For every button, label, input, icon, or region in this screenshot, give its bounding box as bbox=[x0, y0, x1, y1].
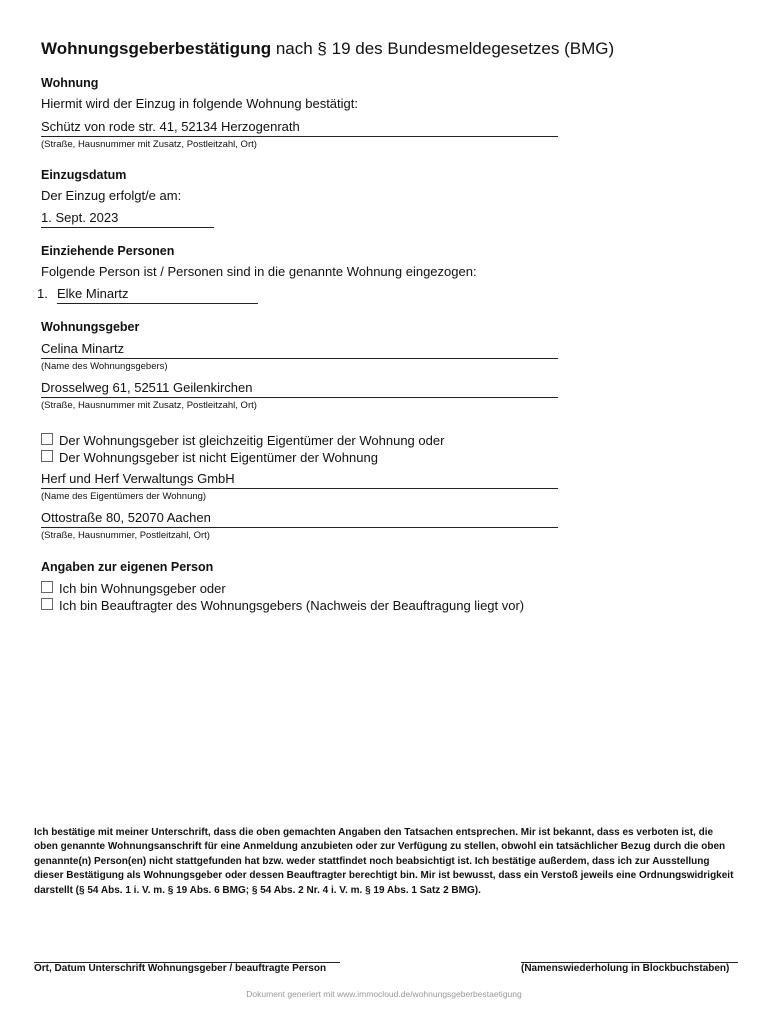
section-heading-personen: Einziehende Personen bbox=[41, 244, 175, 258]
person-name-field[interactable]: Elke Minartz bbox=[57, 285, 258, 304]
legal-declaration: Ich bestätige mit meiner Unterschrift, dass die oben gemachten Angaben den Tatsachen entsprechen. Mir ist bekannt, dass es verboten ist, die oben genannte Wohnungsanschrift für eine Anmeldung anzubieten oder zur Verfügung zu stellen, obwohl ein tatsächlicher Bezug durch die oben genannte(n) Person(en) nicht stattgefunden hat bzw. weder stattfindet noch beabsichtigt ist. Ich bestätige außerdem, dass ich zur Ausstellung dieser Bestätigung als Wohnungsgeber oder dessen Beauftragter berechtigt bin. Mir ist bewusst, dass ein Verstoß jeweils eine Ordnungswidrigkeit darstellt (§ 54 Abs. 1 i. V. m. § 19 Abs. 6 BMG; § 54 Abs. 2 Nr. 4 i. V. m. § 19 Abs. 1 Satz 2 BMG). bbox=[34, 827, 734, 896]
wohnung-address-hint: (Straße, Hausnummer mit Zusatz, Postleitzahl, Ort) bbox=[41, 139, 257, 150]
section-heading-wohnung: Wohnung bbox=[41, 76, 99, 90]
title-bold: Wohnungsgeberbestätigung bbox=[41, 39, 272, 58]
owner-name-field[interactable]: Herf und Herf Verwaltungs GmbH bbox=[41, 470, 558, 489]
owner-address-field[interactable]: Ottostraße 80, 52070 Aachen bbox=[41, 509, 558, 528]
signature-label-right: (Namenswiederholung in Blockbuchstaben) bbox=[521, 963, 730, 974]
owner-yes-label: Der Wohnungsgeber ist gleichzeitig Eigentümer der Wohnung oder bbox=[59, 433, 445, 448]
section-heading-wohnungsgeber: Wohnungsgeber bbox=[41, 320, 140, 334]
wohnungsgeber-self-label: Ich bin Wohnungsgeber oder bbox=[59, 581, 226, 596]
section-heading-einzugsdatum: Einzugsdatum bbox=[41, 168, 127, 182]
owner-name-hint: (Name des Eigentümers der Wohnung) bbox=[41, 491, 207, 502]
wohnung-intro: Hiermit wird der Einzug in folgende Wohnung bestätigt: bbox=[41, 96, 358, 111]
wohnungsgeber-address-hint: (Straße, Hausnummer mit Zusatz, Postleitzahl, Ort) bbox=[41, 400, 257, 411]
document-title bbox=[41, 39, 614, 59]
wohnungsgeber-self-checkbox[interactable] bbox=[41, 581, 53, 593]
beauftragter-label: Ich bin Beauftragter des Wohnungsgebers (Nachweis der Beauftragung liegt vor) bbox=[59, 598, 525, 613]
wohnungsgeber-address-field[interactable]: Drosselweg 61, 52511 Geilenkirchen bbox=[41, 379, 558, 398]
owner-no-label: Der Wohnungsgeber ist nicht Eigentümer der Wohnung bbox=[59, 450, 378, 465]
owner-yes-checkbox[interactable] bbox=[41, 433, 53, 445]
signature-label-left: Ort, Datum Unterschrift Wohnungsgeber / beauftragte Person bbox=[34, 963, 327, 974]
einzug-date-field[interactable]: 1. Sept. 2023 bbox=[41, 209, 214, 228]
person-number: 1. bbox=[37, 286, 48, 301]
section-heading-eigene-person: Angaben zur eigenen Person bbox=[41, 560, 214, 574]
owner-no-checkbox[interactable] bbox=[41, 450, 53, 462]
personen-intro: Folgende Person ist / Personen sind in die genannte Wohnung eingezogen: bbox=[41, 264, 477, 279]
wohnungsgeber-name-field[interactable]: Celina Minartz bbox=[41, 340, 558, 359]
beauftragter-checkbox[interactable] bbox=[41, 598, 53, 610]
wohnungsgeber-name-hint: (Name des Wohnungsgebers) bbox=[41, 361, 168, 372]
owner-address-hint: (Straße, Hausnummer, Postleitzahl, Ort) bbox=[41, 530, 210, 541]
title-rest: nach § 19 des Bundesmeldegesetzes (BMG) bbox=[271, 39, 615, 58]
einzug-intro: Der Einzug erfolgt/e am: bbox=[41, 188, 182, 203]
wohnung-address-field[interactable]: Schütz von rode str. 41, 52134 Herzogenrath bbox=[41, 118, 558, 137]
footer-generator-note: Dokument generiert mit www.immocloud.de/wohnungsgeberbestaetigung bbox=[246, 989, 522, 999]
